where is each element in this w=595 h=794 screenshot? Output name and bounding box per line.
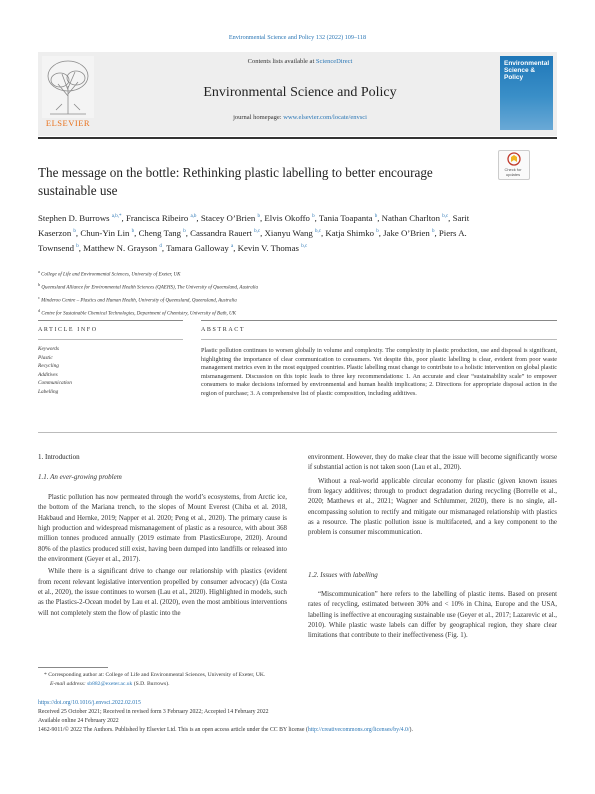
received-dates: Received 25 October 2021; Received in revised form 3 February 2022; Accepted 14 February 2022 (38, 709, 269, 715)
author-name[interactable]: Jake O’Brien (383, 228, 430, 239)
homepage-link[interactable]: www.elsevier.com/locate/envsci (283, 114, 367, 121)
subsection-heading-problem: 1.1. An ever-growing problem (38, 473, 122, 481)
keywords-block (38, 345, 178, 396)
author-affiliation-marker[interactable]: a (231, 244, 234, 250)
available-online: Available online 24 February 2022 (38, 718, 119, 724)
author-name[interactable]: Xianyu Wang (264, 228, 313, 239)
journal-reference[interactable]: Environmental Science and Policy 132 (2022) 109–118 (228, 34, 367, 41)
affiliation-list (38, 267, 538, 318)
author-name[interactable]: Kevin V. Thomas (237, 243, 299, 254)
author-affiliation-marker[interactable]: b,c (254, 229, 261, 235)
author-affiliation-marker[interactable]: a,b (190, 214, 197, 219)
affiliation-item: $^d$ Centre for Sustainable Chemical Technologies, Department of Chemistry, University of Bath, UK (38, 307, 236, 317)
footnote-rule (38, 667, 108, 668)
license-line: 1462-9011/© 2022 The Authors. Published by Elsevier Ltd. This is an open access article under the CC BY license (http://creativecommons.org/licenses/by/4.0/). (38, 727, 413, 733)
author-name[interactable]: Nathan Charlton (381, 212, 440, 223)
author-name[interactable]: Chun-Yin Lin (80, 228, 130, 239)
keyword-item: Plastic (38, 354, 53, 361)
corresponding-author-note: * Corresponding author at: College of Life and Environmental Sciences, University of Exeter, UK. (44, 672, 266, 678)
author-name[interactable]: Katja Shimko (325, 228, 375, 239)
affiliation-item: $^c$ Minderoo Centre – Plastics and Human Health, University of Queensland, Queensland, Australia (38, 294, 237, 304)
author-name[interactable]: Francisca Ribeiro (125, 212, 189, 223)
paragraph: environment. However, they do make clear that the issue will become significantly worse if substantial action is not taken soon (Lau et al., 2020). (308, 454, 557, 472)
homepage-line: journal homepage: www.elsevier.com/locate/envsci (233, 114, 367, 121)
keyword-item: Recycling (38, 363, 59, 369)
author-affiliation-marker[interactable]: b (312, 214, 315, 219)
author-affiliation-marker[interactable]: b,c (315, 229, 321, 235)
affiliation-item: $^a$ College of Life and Environmental Sciences, University of Exeter, UK (38, 269, 181, 278)
contents-line: Contents lists available at ScienceDirect (247, 58, 353, 65)
subsection-heading-labelling: 1.2. Issues with labelling (308, 571, 378, 579)
author-affiliation-marker[interactable]: b (183, 229, 186, 235)
publisher-name: ELSEVIER (45, 118, 91, 128)
paragraph: While there is a significant drive to change our relationship with plastics (evident from recent relevant legislative intervention propelled by consumer advocacy) (da Costa et al., 2020), the issue continues to worsen (Lau et al., 2020). Highlighted in models, such as the Plastics-2-Ocean model by Lau et al. (2020), even the most ambitious interventions will not completely stem the flow of plastic into the (38, 568, 287, 617)
author-name[interactable]: Sarit Kaserzon (38, 212, 470, 239)
abstract-subrule (201, 339, 557, 340)
article-title: The message on the bottle: Rethinking plastic labelling to better encourage sustainable use (38, 165, 433, 198)
author-name[interactable]: Matthew N. Grayson (83, 243, 158, 254)
journal-name: Environmental Science and Policy (203, 85, 397, 100)
author-affiliation-marker[interactable]: b (76, 244, 79, 250)
elsevier-tree-logo (42, 56, 94, 118)
author-name[interactable]: Piers A. Townsend (38, 228, 467, 254)
article-info-rule (38, 320, 183, 321)
author-name[interactable]: Stacey O’Brien (200, 212, 256, 223)
license-link[interactable]: http://creativecommons.org/licenses/by/4.0/ (307, 727, 410, 733)
affiliation-item: $^b$ Queensland Alliance for Environmental Health Sciences (QAEHS), The University of Queensland, Australia (38, 281, 259, 291)
author-affiliation-marker[interactable]: b (376, 229, 379, 235)
author-affiliation-marker[interactable]: b (431, 229, 435, 235)
footnote (44, 671, 544, 689)
author-affiliation-marker[interactable]: b,c (301, 244, 308, 250)
article-history (38, 699, 557, 735)
author-affiliation-marker[interactable]: a,b,* (111, 214, 122, 219)
author-name[interactable]: Stephen D. Burrows (38, 212, 110, 223)
article-info-heading: ARTICLE INFO (38, 327, 98, 333)
author-affiliation-marker[interactable]: b,c (442, 214, 449, 219)
author-affiliation-marker[interactable]: d (159, 244, 162, 250)
email-link[interactable]: sb882@exeter.ac.uk (87, 681, 133, 687)
author-affiliation-marker[interactable]: b (257, 214, 261, 219)
author-name[interactable]: Cassandra Rauert (190, 228, 252, 239)
keyword-item: Additives (38, 371, 58, 378)
right-column-text (308, 453, 557, 539)
article-info-subrule (38, 339, 183, 340)
abstract-text: Plastic pollution continues to worsen globally in volume and complexity. The complexity in plastic production, use and disposal is significant, highlighting the importance of clear communication to consumers. Yet despite this, poor plastic labelling is clear, evident from poor waste management metrics even in the most equipped countries. Plastic labelling must change to contribute to a holistic intervention on global plastic mismanagement. Discussion on this topic leads to three key recommendations: 1. An accurate and clear “sustainability scale” to empower consumers to make decisions informed by environmental and human health implications; 2. Directions for appropriate disposal action in the region of purchase; 3. A comprehensive list of plastic composition, including additives. (201, 347, 557, 397)
abstract-end-rule (38, 432, 557, 433)
email-line: E-mail address: sb882@exeter.ac.uk (S.D. Burrows). (50, 681, 170, 687)
author-name[interactable]: Cheng Tang (138, 228, 182, 239)
author-name[interactable]: Tamara Galloway (166, 243, 229, 254)
author-affiliation-marker[interactable]: b (374, 214, 378, 219)
author-affiliation-marker[interactable]: b (73, 229, 76, 235)
author-name[interactable]: Tania Toapanta (318, 212, 373, 223)
section-heading-introduction: 1. Introduction (38, 453, 80, 461)
paragraph: Plastic pollution has now permeated through the world’s ecosystems, from Arctic ice, the bottom of the Mariana trench, to the slopes of Mount Everest (Chiba et al. 2018, Hakbaud and Hernke, 2019; Napper et al. 2020; Peng et al., 2020). The primary cause is high production and widespread mismanagement of plastic as a resource, with about 368 million tonnes produced annually (2019 estimate from PlasticsEurope, 2020). Around 80% of the plastics produced still exist, having been dumped into landfills or released into the environment (Geyer et al., 2017). (38, 494, 287, 564)
keywords-label: Keywords (38, 346, 59, 352)
abstract-heading: ABSTRACT (201, 327, 246, 333)
keyword-item: Labelling (38, 388, 59, 395)
author-list: Stephen D. Burrows $^{a,b,*}$, Francisca Ribeiro $^{a,b}$, Stacey O’Brien $^b$, Elvis Okoffo $^b$, Tania Toapanta $^b$, Nathan Charlton $^{b,c}$, Sarit Kaserzon $^b$, Chun-Yin Lin $^b$, Cheng Tang $^b$, Cassandra Rauert $^{b,c}$, Xianyu Wang $^{b,c}$, Katja Shimko $^b$, Jake O’Brien $^b$, Piers A. Townsend $^b$, Matthew N. Grayson $^d$, Tamara Galloway $^a$, Kevin V. Thomas $^{b,c}$ (38, 212, 470, 254)
left-column-text (38, 493, 287, 619)
check-for-updates-label: Check for updates (504, 167, 522, 177)
keyword-item: Communication (38, 380, 72, 386)
paragraph: “Miscommunication” here refers to the labelling of plastic items. Based on present rates of recycling, estimated between 30% and < 10% in China, Europe and the USA, labelling is ineffective at encouraging sustainable use (Geyer et al., 2017; Lazarevic et al., 2010). While plastic waste labels can differ by geographical region, they share clear limitations that contribute to their ineffectiveness (Fig. 1). (308, 591, 557, 640)
author-affiliation-marker[interactable]: b (131, 229, 135, 235)
sciencedirect-link[interactable]: ScienceDirect (315, 58, 353, 65)
abstract-rule (201, 320, 557, 321)
paragraph: Without a real-world applicable circular economy for plastic (given known issues from legacy additives; through to product degradation during recycling (Borrelle et al., 2020; Matthews et al., 2021; Wagner and Schlummer, 2020), there is no single, all-encompassing solution to rectify and mitigate our mismanaged relationship with plastics as a resource. The plastic pollution issue is multifaceted, and a key component to the problem is consumer miscommunication. (308, 477, 557, 537)
bookmark-icon (499, 151, 529, 167)
right-column-text-2 (308, 590, 557, 642)
header-divider (38, 137, 557, 139)
cover-title: Environmental Science & Policy (504, 60, 550, 81)
doi-link[interactable]: https://doi.org/10.1016/j.envsci.2022.02.015 (38, 700, 141, 706)
author-name[interactable]: Elvis Okoffo (264, 212, 310, 223)
